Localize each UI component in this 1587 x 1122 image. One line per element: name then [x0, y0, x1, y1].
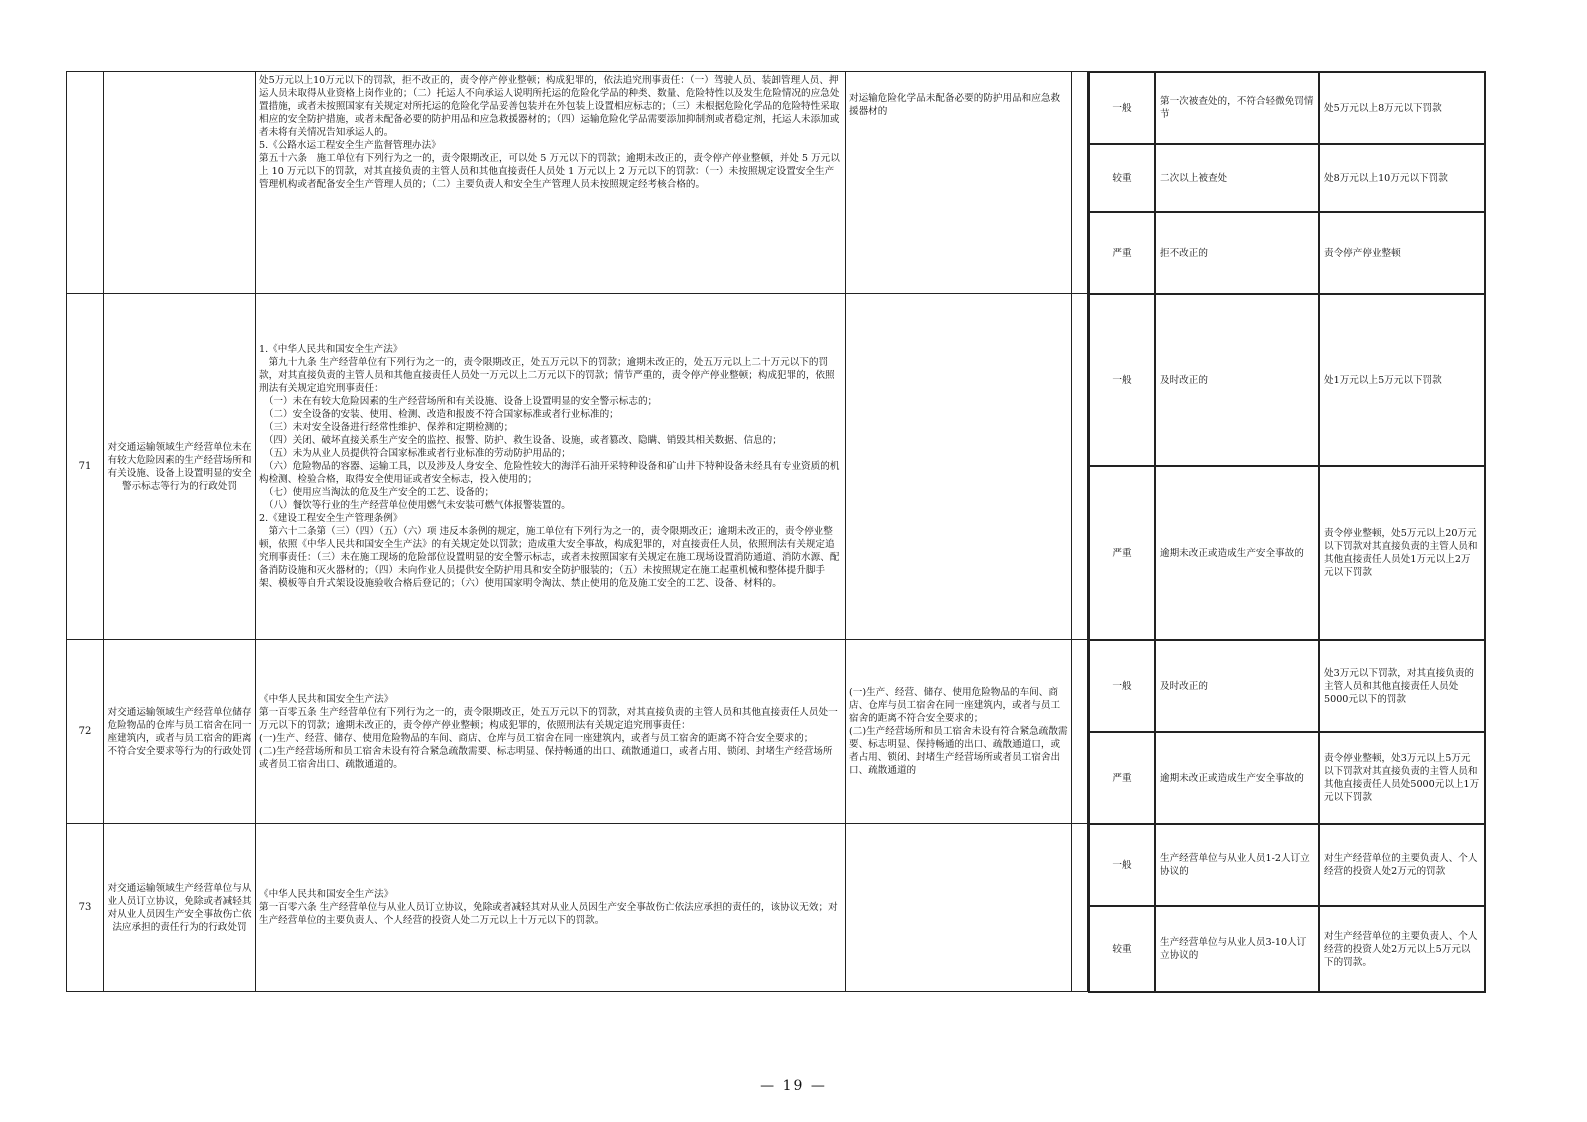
violation-circumstance: [846, 294, 1072, 640]
grade-circumstance: 及时改正的: [1155, 640, 1319, 732]
grade-level: 严重: [1089, 212, 1155, 294]
legal-basis-table: [66, 71, 1088, 992]
grade-penalty: 处5万元以上8万元以下罚款: [1319, 72, 1485, 144]
basis-line: 第一百零五条 生产经营单位有下列行为之一的，责令限期改正，处五万元以下的罚款，对其直接负责的主管人员和其他直接责任人员处一万元以下的罚款；逾期未改正的，责令停产停业整顿；构成犯罪的，依照刑法有关规定追究刑事责任：: [259, 706, 838, 731]
basis-line: （三）未对安全设备进行经常性维护、保养和定期检测的；: [259, 422, 514, 433]
item-name: [104, 72, 256, 294]
grade-level: 一般: [1089, 640, 1155, 732]
grade-row: [1089, 294, 1485, 466]
legal-basis: [256, 824, 846, 992]
grade-row: [1089, 906, 1485, 992]
grade-level: 严重: [1089, 466, 1155, 640]
grade-penalty: 处3万元以下罚款，对其直接负责的主管人员和其他直接责任人员处5000元以下的罚款: [1319, 640, 1485, 732]
spacer-cell: [1072, 640, 1088, 824]
grade-row: [1089, 144, 1485, 212]
basis-line: （一）未在有较大危险因素的生产经营场所和有关设施、设备上设置明显的安全警示标志的；: [259, 396, 658, 407]
grade-row: [1089, 72, 1485, 144]
violation-circumstance: [846, 72, 1072, 294]
grade-level: 一般: [1089, 72, 1155, 144]
grade-level: 较重: [1089, 144, 1155, 212]
grade-row: [1089, 640, 1485, 732]
basis-line: 第六十二条第（三）（四）（五）（六）项 违反本条例的规定，施工单位有下列行为之一的，责令限期改正；逾期未改正的，责令停业整顿，依照《中华人民共和国安全生产法》的有关规定处以罚款；造成重大安全事故，构成犯罪的，对直接责任人员，依照刑法有关规定追究刑事责任：（三）未在施工现场的危险部位设置明显的安全警示标志，或者未按照国家有关规定在施工现场设置消防通道、消防水源、配备消防设施和灭火器材的；（四）未向作业人员提供安全防护用具和安全防护服装的；（五）未按照规定在施工起重机械和整体提升脚手架、模板等自升式架设设施验收合格后登记的；（六）使用国家明令淘汰、禁止使用的危及施工安全的工艺、设备、材料的。: [259, 526, 840, 589]
row-number: 71: [67, 294, 104, 640]
basis-line: （六）危险物品的容器、运输工具，以及涉及人身安全、危险性较大的海洋石油开采特种设备和矿山井下特种设备未经具有专业资质的机构检测、检验合格，取得安全使用证或者安全标志，投入使用的；: [259, 461, 840, 485]
basis-line: (二)生产经营场所和员工宿舍未设有符合紧急疏散需要、标志明显、保持畅通的出口、疏散通道口，或者占用、锁闭、封堵生产经营场所或者员工宿舍出口、疏散通道的。: [259, 745, 833, 770]
basis-line: 5.《公路水运工程安全生产监督管理办法》: [259, 140, 441, 151]
grade-circumstance: 生产经营单位与从业人员1-2人订立协议的: [1155, 824, 1319, 906]
grade-row: [1089, 732, 1485, 824]
grade-circumstance: 生产经营单位与从业人员3-10人订立协议的: [1155, 906, 1319, 992]
basis-line: 1.《中华人民共和国安全生产法》: [259, 344, 403, 355]
table-row: [67, 640, 1088, 824]
penalty-sheet: [66, 71, 1484, 1014]
page-number: — 19 —: [760, 1078, 827, 1094]
grade-row: [1089, 466, 1485, 640]
grade-circumstance: 及时改正的: [1155, 294, 1319, 466]
table-row: [67, 72, 1088, 294]
basis-line: (一)生产、经营、储存、使用危险物品的车间、商店、仓库与员工宿舍在同一座建筑内，或者与员工宿舍的距离不符合安全要求的；: [259, 732, 814, 744]
violation-circumstance: [846, 824, 1072, 992]
basis-line: 处5万元以上10万元以下的罚款，拒不改正的，责令停产停业整顿；构成犯罪的，依法追究刑事责任：（一）驾驶人员、装卸管理人员、押运人员未取得从业资格上岗作业的；（二）托运人不向承运人说明所托运的危险化学品的种类、数量、危险特性以及发生危险情况的应急处置措施，或者未按照国家有关规定对所托运的危险化学品妥善包装并在外包装上设置相应标志的；（三）未根据危险化学品的危险特性采取相应的安全防护措施，或者未配备必要的防护用品和应急救援器材的；（四）运输危险化学品需要添加抑制剂或者稳定剂，托运人未添加或者未将有关情况告知承运人的。: [259, 75, 840, 138]
grade-circumstance: 逾期未改正或造成生产安全事故的: [1155, 732, 1319, 824]
grade-circumstance: 第一次被查处的，不符合轻微免罚情节: [1155, 72, 1319, 144]
spacer-cell: [1072, 824, 1088, 992]
spacer-cell: [1072, 72, 1088, 294]
grade-penalty: 责令停产停业整顿: [1319, 212, 1485, 294]
circumstance-text: (一)生产、经营、储存、使用危险物品的车间、商店、仓库与员工宿舍在同一座建筑内，或者与员工宿舍的距离不符合安全要求的； (二)生产经营场所和员工宿舍未设有符合紧急疏散需要、标志明显、保持畅通的出口、疏散通道口，或者占用、锁闭、封堵生产经营场所或者员工宿舍出口、疏散通道的: [849, 687, 1068, 776]
grade-penalty: 责令停业整顿，处3万元以上5万元以下罚款对其直接负责的主管人员和其他直接责任人员处5000元以上1万元以下罚款: [1319, 732, 1485, 824]
grade-penalty: 责令停业整顿，处5万元以上20万元以下罚款对其直接负责的主管人员和其他直接责任人员处1万元以上2万元以下罚款: [1319, 466, 1485, 640]
legal-basis: [256, 640, 846, 824]
legal-basis: [256, 294, 846, 640]
grade-level: 一般: [1089, 294, 1155, 466]
grade-level: 一般: [1089, 824, 1155, 906]
violation-circumstance: [846, 640, 1072, 824]
basis-line: 第一百零六条 生产经营单位与从业人员订立协议，免除或者减轻其对从业人员因生产安全事故伤亡依法应承担的责任的，该协议无效；对生产经营单位的主要负责人、个人经营的投资人处二万元以上十万元以下的罚款。: [259, 902, 838, 926]
basis-line: 《中华人民共和国安全生产法》: [259, 693, 394, 705]
table-row: [67, 294, 1088, 640]
grade-row: [1089, 824, 1485, 906]
basis-line: 《中华人民共和国安全生产法》: [259, 889, 394, 900]
basis-line: （四）关闭、破坏直接关系生产安全的监控、报警、防护、救生设备、设施，或者篡改、隐瞒、销毁其相关数据、信息的；: [259, 435, 782, 446]
legal-basis: [256, 72, 846, 294]
grade-level: 较重: [1089, 906, 1155, 992]
grade-penalty: 处1万元以上5万元以下罚款: [1319, 294, 1485, 466]
grade-circumstance: 二次以上被查处: [1155, 144, 1319, 212]
grade-level: 严重: [1089, 732, 1155, 824]
row-number: [67, 72, 104, 294]
item-name: 对交通运输领域生产经营单位与从业人员订立协议，免除或者减轻其对从业人员因生产安全事故伤亡依法应承担的责任行为的行政处罚: [104, 824, 256, 992]
row-number: 72: [67, 640, 104, 824]
basis-line: （七）使用应当淘汰的危及生产安全的工艺、设备的；: [259, 487, 495, 498]
grade-penalty: 对生产经营单位的主要负责人、个人经营的投资人处2万元以上5万元以下的罚款。: [1319, 906, 1485, 992]
grade-penalty: 对生产经营单位的主要负责人、个人经营的投资人处2万元的罚款: [1319, 824, 1485, 906]
row-number: 73: [67, 824, 104, 992]
grade-circumstance: 拒不改正的: [1155, 212, 1319, 294]
item-name: 对交通运输领域生产经营单位未在有较大危险因素的生产经营场所和有关设施、设备上设置明显的安全警示标志等行为的行政处罚: [104, 294, 256, 640]
basis-line: 2.《建设工程安全生产管理条例》: [259, 513, 403, 524]
table-row: [67, 824, 1088, 992]
basis-line: （二）安全设备的安装、使用、检测、改造和报废不符合国家标准或者行业标准的；: [259, 409, 619, 420]
grade-row: [1089, 212, 1485, 294]
spacer-cell: [1072, 294, 1088, 640]
grade-circumstance: 逾期未改正或造成生产安全事故的: [1155, 466, 1319, 640]
basis-line: 第五十六条 施工单位有下列行为之一的，责令限期改正，可以处 5 万元以下的罚款；逾期未改正的，责令停产停业整顿，并处 5 万元以上 10 万元以下的罚款，对其直接负责的主管人员和其他直接责任人员处 1 万元以上 2 万元以下的罚款：（一）未按照规定设置安全生产管理机构或者配备安全生产管理人员的；（二）主要负责人和安全生产管理人员未按照规定经考核合格的。: [259, 153, 840, 190]
discretion-grade-table: [1088, 71, 1486, 993]
grade-penalty: 处8万元以上10万元以下罚款: [1319, 144, 1485, 212]
item-name: 对交通运输领域生产经营单位储存危险物品的仓库与员工宿舍在同一座建筑内，或者与员工宿舍的距离不符合安全要求等行为的行政处罚: [104, 640, 256, 824]
circumstance-text: 对运输危险化学品未配备必要的防护用品和应急救援器材的: [849, 93, 1061, 117]
basis-line: （八）餐饮等行业的生产经营单位使用燃气未安装可燃气体报警装置的。: [259, 500, 571, 511]
basis-line: 第九十九条 生产经营单位有下列行为之一的，责令限期改正，处五万元以下的罚款；逾期未改正的，处五万元以上二十万元以下的罚款，对其直接负责的主管人员和其他直接责任人员处一万元以上二万元以下的罚款；情节严重的，责令停产停业整顿；构成犯罪的，依照刑法有关规定追究刑事责任：: [259, 357, 835, 394]
basis-line: （五）未为从业人员提供符合国家标准或者行业标准的劳动防护用品的；: [259, 448, 571, 459]
